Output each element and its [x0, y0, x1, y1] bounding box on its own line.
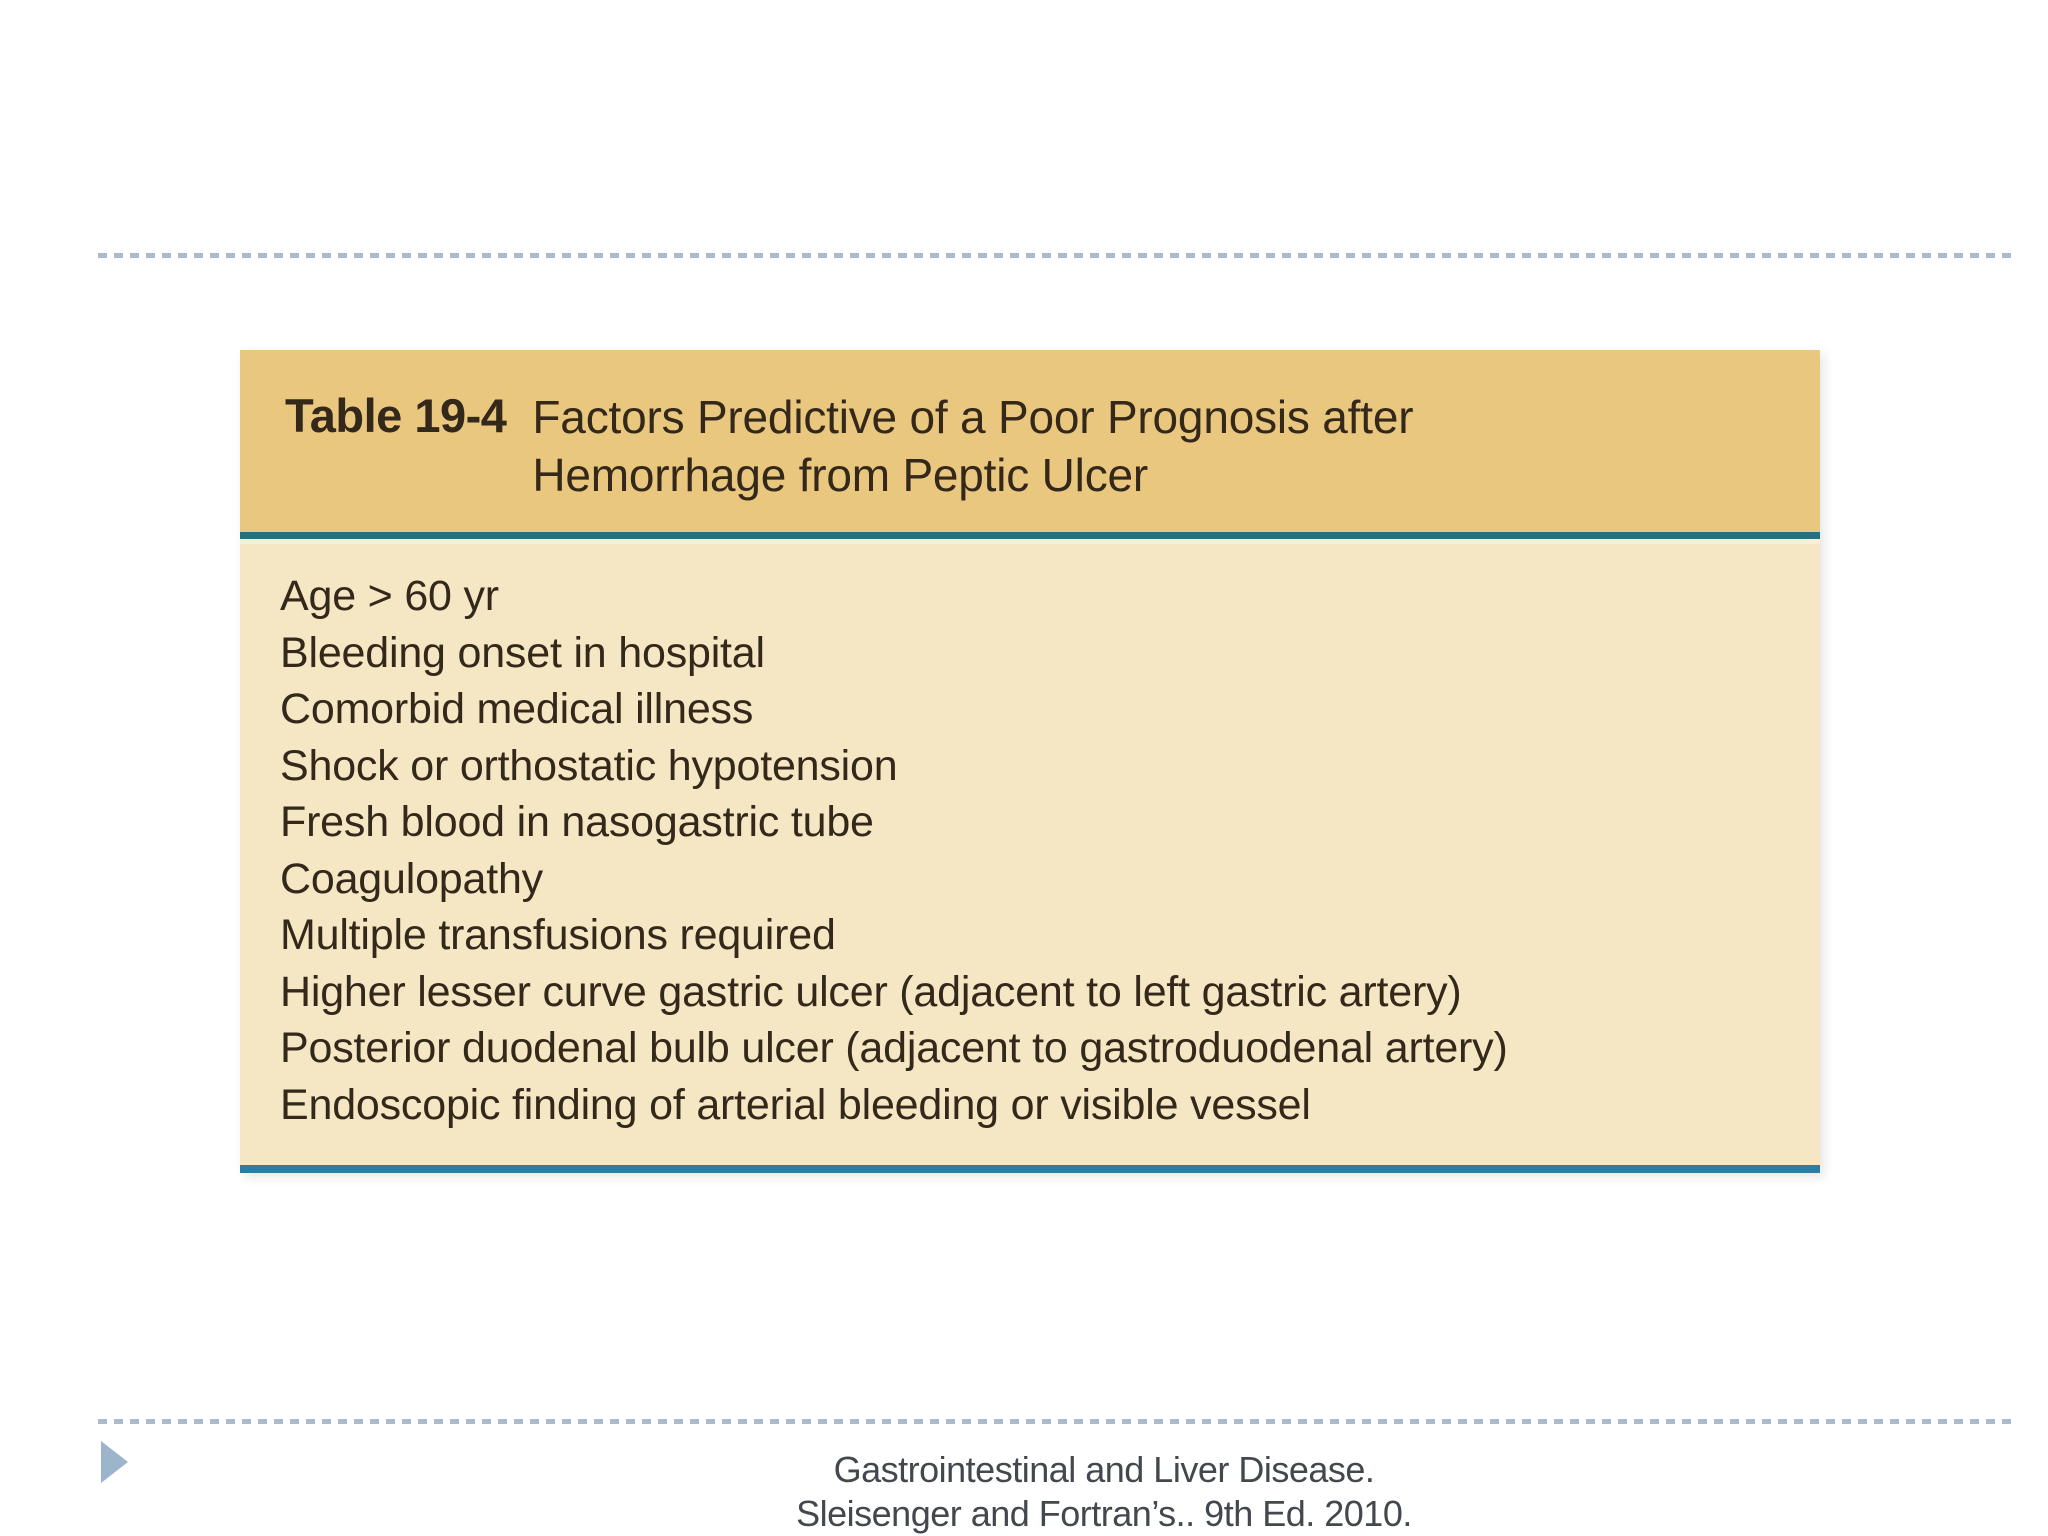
table-header	[240, 350, 1820, 532]
citation	[80, 1448, 2048, 1536]
top-dashed-divider	[98, 253, 2014, 258]
table-row: Age > 60 yr	[280, 572, 499, 620]
table-top-rule	[240, 532, 1820, 539]
table-title: Factors Predictive of a Poor Prognosis after Hemorrhage from Peptic Ulcer	[532, 391, 1414, 501]
citation-line-1: Gastrointestinal and Liver Disease.	[833, 1449, 1375, 1490]
citation-line-2: Sleisenger and Fortran’s.. 9th Ed. 2010.	[796, 1493, 1412, 1534]
table-row: Posterior duodenal bulb ulcer (adjacent to gastroduodenal artery)	[280, 1024, 1508, 1072]
table-figure	[240, 350, 1820, 1173]
table-row: Higher lesser curve gastric ulcer (adjacent to left gastric artery)	[280, 967, 1462, 1016]
table-row: Shock or orthostatic hypotension	[280, 741, 898, 790]
table-row: Coagulopathy	[280, 854, 543, 903]
table-row: Multiple transfusions required	[280, 911, 836, 959]
table-row: Fresh blood in nasogastric tube	[280, 798, 874, 846]
bottom-dashed-divider	[98, 1419, 2014, 1424]
table-body	[240, 539, 1820, 1165]
table-row: Comorbid medical illness	[280, 685, 754, 733]
table-row: Bleeding onset in hospital	[280, 628, 765, 677]
table-row: Endoscopic finding of arterial bleeding or visible vessel	[280, 1080, 1311, 1129]
table-number-label: Table 19-4	[285, 389, 507, 442]
table-bottom-rule	[240, 1165, 1820, 1173]
